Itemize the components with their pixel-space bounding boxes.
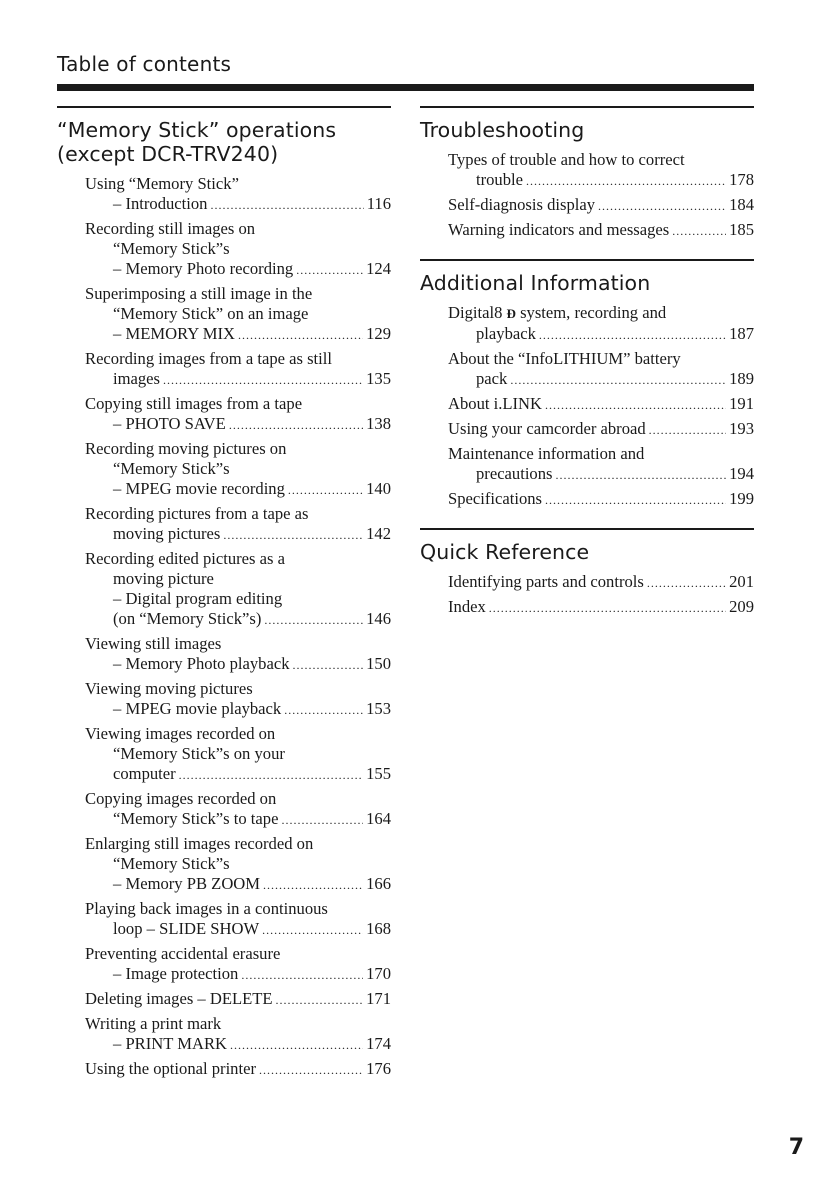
toc-entry-last-line [448, 394, 754, 415]
toc-entry-last-line [448, 324, 754, 345]
page-ref: 124 [366, 259, 391, 278]
toc-entry-last-line [85, 194, 391, 215]
page-ref: 201 [729, 572, 754, 591]
toc-entry-line: Copying images recorded on [85, 789, 277, 808]
toc-entry-last-line [448, 170, 754, 191]
dot-leader [672, 221, 726, 241]
toc-entry-text: – Memory PB ZOOM [113, 874, 261, 893]
page-header: Table of contents [57, 52, 232, 76]
toc-entry-text: Digital8 [448, 303, 507, 322]
toc-entry-text: About i.LINK [448, 394, 543, 413]
toc-list [448, 303, 754, 510]
toc-entry-line: Enlarging still images recorded on [85, 834, 314, 853]
toc-entry-text: – Memory Photo playback [113, 654, 290, 673]
toc-entry[interactable] [85, 349, 391, 390]
page-ref: 176 [366, 1059, 391, 1078]
dot-leader [281, 810, 363, 830]
toc-entry-text: pack [476, 369, 508, 388]
toc-entry-last-line [448, 369, 754, 390]
toc-entry-line: Recording still images on [85, 219, 256, 238]
toc-entry-text: – MPEG movie playback [113, 699, 282, 718]
toc-entry-line: “Memory Stick” on an image [113, 304, 309, 323]
page-ref: 153 [366, 699, 391, 718]
toc-entry[interactable] [85, 944, 391, 985]
dot-leader [238, 325, 363, 345]
toc-entry-last-line [85, 259, 391, 280]
toc-entry[interactable] [448, 150, 754, 191]
section-title: Troubleshooting [420, 118, 585, 142]
page-ref: 129 [366, 324, 391, 343]
toc-entry[interactable] [85, 439, 391, 500]
section-title: Quick Reference [420, 540, 590, 564]
toc-entry[interactable] [448, 489, 754, 510]
toc-entry-last-line [85, 964, 391, 985]
toc-entry-last-line [85, 919, 391, 940]
toc-entry-last-line [448, 489, 754, 510]
toc-entry[interactable] [448, 394, 754, 415]
toc-entry-text: – Introduction [113, 194, 208, 213]
toc-entry-text: Using your camcorder abroad [448, 419, 646, 438]
toc-entry[interactable] [448, 444, 754, 485]
toc-entry[interactable] [85, 1014, 391, 1055]
dot-leader [223, 525, 363, 545]
toc-entry-last-line [85, 1034, 391, 1055]
toc-entry-line [448, 303, 754, 324]
toc-entry-line: Recording edited pictures as a [85, 549, 285, 568]
page-ref: 174 [366, 1034, 391, 1053]
toc-entry-last-line [85, 699, 391, 720]
toc-entry-last-line [85, 1059, 391, 1080]
toc-entry-line: Preventing accidental erasure [85, 944, 281, 963]
section-title [57, 118, 391, 166]
toc-entry-text: moving pictures [113, 524, 221, 543]
dot-leader [489, 598, 726, 618]
toc-entry[interactable] [85, 174, 391, 215]
toc-entry-text: precautions [476, 464, 553, 483]
page-ref: 166 [366, 874, 391, 893]
toc-entry-text: – PHOTO SAVE [113, 414, 226, 433]
toc-entry-last-line [448, 464, 754, 485]
toc-entry-line: Recording moving pictures on [85, 439, 287, 458]
toc-entry-text: – Image protection [113, 964, 239, 983]
page-ref: 140 [366, 479, 391, 498]
page-ref: 184 [729, 195, 754, 214]
toc-entry[interactable] [448, 303, 754, 345]
toc-entry-last-line [85, 479, 391, 500]
section-memory-stick [57, 106, 391, 1080]
toc-entry-line: Copying still images from a tape [85, 394, 303, 413]
page-ref: 116 [366, 194, 391, 213]
toc-entry-line: Recording pictures from a tape as [85, 504, 309, 523]
toc-entry-line: “Memory Stick”s [113, 239, 230, 258]
toc-entry-line: “Memory Stick”s on your [113, 744, 285, 763]
toc-entry[interactable] [448, 349, 754, 390]
toc-entry[interactable] [448, 220, 754, 241]
toc-entry-text: (on “Memory Stick”s) [113, 609, 262, 628]
toc-entry-text: system, recording and [515, 303, 667, 322]
dot-leader [649, 420, 726, 440]
toc-entry-last-line [448, 572, 754, 593]
toc-entry[interactable] [448, 195, 754, 216]
toc-entry-text: Self-diagnosis display [448, 195, 596, 214]
dot-leader [296, 260, 363, 280]
page-number: 7 [788, 1135, 804, 1160]
dot-leader [276, 990, 364, 1010]
toc-entry[interactable] [85, 1059, 391, 1080]
toc-entry-last-line [448, 597, 754, 618]
toc-entry-line: Viewing moving pictures [85, 679, 253, 698]
toc-entry-text: Identifying parts and controls [448, 572, 644, 591]
dot-leader [262, 920, 363, 940]
digital8-logo-icon: Ð [506, 306, 516, 321]
dot-leader [539, 325, 726, 345]
toc-list-rest [448, 349, 754, 510]
toc-entry[interactable] [448, 597, 754, 618]
toc-entry-line: Types of trouble and how to correct [448, 150, 685, 169]
toc-entry-line: moving picture [113, 569, 214, 588]
page-ref: 199 [729, 489, 754, 508]
page-ref: 209 [729, 597, 754, 616]
toc-entry-last-line [85, 369, 391, 390]
toc-entry-text: Warning indicators and messages [448, 220, 670, 239]
page-ref: 170 [366, 964, 391, 983]
page-ref: 164 [366, 809, 391, 828]
page-ref: 138 [366, 414, 391, 433]
toc-list [448, 150, 754, 241]
section-additional-information [420, 259, 754, 510]
toc-entry-line: Superimposing a still image in the [85, 284, 313, 303]
dot-leader [179, 765, 363, 785]
page-ref: 142 [366, 524, 391, 543]
toc-entry[interactable] [85, 679, 391, 720]
toc-entry[interactable] [85, 834, 391, 895]
page-ref: 185 [729, 220, 754, 239]
dot-leader [545, 490, 726, 510]
toc-entry-last-line [448, 220, 754, 241]
page-ref: 187 [729, 324, 754, 343]
toc-entry-line: About the “InfoLITHIUM” battery [448, 349, 681, 368]
header-rule [57, 84, 754, 91]
toc-entry-text: – Memory Photo recording [113, 259, 294, 278]
toc-entry-line: Maintenance information and [448, 444, 645, 463]
toc-entry-text: “Memory Stick”s to tape [113, 809, 279, 828]
toc-entry-last-line [448, 419, 754, 440]
toc-entry[interactable] [85, 724, 391, 785]
toc-entry[interactable] [85, 504, 391, 545]
toc-entry-last-line [85, 414, 391, 435]
toc-entry-text: – PRINT MARK [113, 1034, 228, 1053]
toc-entry-last-line [85, 524, 391, 545]
toc-entry[interactable] [85, 899, 391, 940]
page-ref: 178 [729, 170, 754, 189]
dot-leader [210, 195, 363, 215]
toc-entry-line: “Memory Stick”s [113, 854, 230, 873]
section-title-line: (except DCR-TRV240) [57, 142, 279, 166]
toc-entry-last-line [85, 764, 391, 785]
dot-leader [647, 573, 726, 593]
toc-entry-text: loop – SLIDE SHOW [113, 919, 260, 938]
dot-leader [598, 196, 726, 216]
page-ref: 194 [729, 464, 754, 483]
toc-entry-last-line [85, 324, 391, 345]
section-troubleshooting [420, 106, 754, 241]
toc-entry[interactable] [85, 219, 391, 280]
toc-entry-last-line [85, 609, 391, 630]
dot-leader [230, 1035, 363, 1055]
left-column [57, 106, 391, 1084]
toc-entry[interactable] [448, 572, 754, 593]
toc-entry-text: – MEMORY MIX [113, 324, 236, 343]
right-column [420, 106, 754, 622]
toc-entry-line: Viewing still images [85, 634, 222, 653]
dot-leader [264, 610, 363, 630]
toc-list [85, 174, 391, 1080]
toc-entry[interactable] [85, 284, 391, 345]
page-ref: 171 [366, 989, 391, 1008]
toc-entry-last-line [85, 989, 391, 1010]
toc-entry-line: Writing a print mark [85, 1014, 222, 1033]
toc-entry-last-line [85, 654, 391, 675]
toc-entry[interactable] [85, 789, 391, 830]
toc-entry-text: Specifications [448, 489, 543, 508]
dot-leader [284, 700, 363, 720]
section-title: Additional Information [420, 271, 651, 295]
toc-entry-last-line [85, 809, 391, 830]
toc-entry-line: Viewing images recorded on [85, 724, 276, 743]
page-ref: 193 [729, 419, 754, 438]
toc-entry[interactable] [85, 634, 391, 675]
section-title-line: “Memory Stick” operations [57, 118, 337, 142]
dot-leader [259, 1060, 363, 1080]
toc-entry[interactable] [85, 989, 391, 1010]
page-ref: 191 [729, 394, 754, 413]
toc-entry-text: Using the optional printer [85, 1059, 256, 1078]
toc-entry-line: Playing back images in a continuous [85, 899, 328, 918]
toc-entry-text: trouble [476, 170, 524, 189]
toc-entry-line: “Memory Stick”s [113, 459, 230, 478]
toc-entry-last-line [448, 195, 754, 216]
toc-entry[interactable] [85, 394, 391, 435]
dot-leader [288, 480, 363, 500]
page-ref: 168 [366, 919, 391, 938]
toc-entry-last-line [85, 874, 391, 895]
page-ref: 146 [366, 609, 391, 628]
toc-entry-line: Recording images from a tape as still [85, 349, 332, 368]
toc-entry-text: playback [476, 324, 536, 343]
page-ref: 150 [366, 654, 391, 673]
page-ref: 189 [729, 369, 754, 388]
dot-leader [229, 415, 363, 435]
dot-leader [526, 171, 726, 191]
toc-list [448, 572, 754, 618]
dot-leader [556, 465, 727, 485]
page-ref: 155 [366, 764, 391, 783]
toc-entry-line: – Digital program editing [113, 589, 283, 608]
toc-entry-text: Deleting images – DELETE [85, 989, 273, 1008]
toc-entry[interactable] [85, 549, 391, 630]
toc-entry-line: Using “Memory Stick” [85, 174, 239, 193]
page-ref: 135 [366, 369, 391, 388]
dot-leader [163, 370, 363, 390]
dot-leader [545, 395, 726, 415]
toc-entry[interactable] [448, 419, 754, 440]
toc-entry-text: images [113, 369, 161, 388]
dot-leader [293, 655, 364, 675]
dot-leader [263, 875, 363, 895]
toc-entry-text: computer [113, 764, 176, 783]
dot-leader [241, 965, 363, 985]
dot-leader [510, 370, 726, 390]
section-quick-reference [420, 528, 754, 618]
toc-entry-text: Index [448, 597, 486, 616]
toc-entry-text: – MPEG movie recording [113, 479, 285, 498]
